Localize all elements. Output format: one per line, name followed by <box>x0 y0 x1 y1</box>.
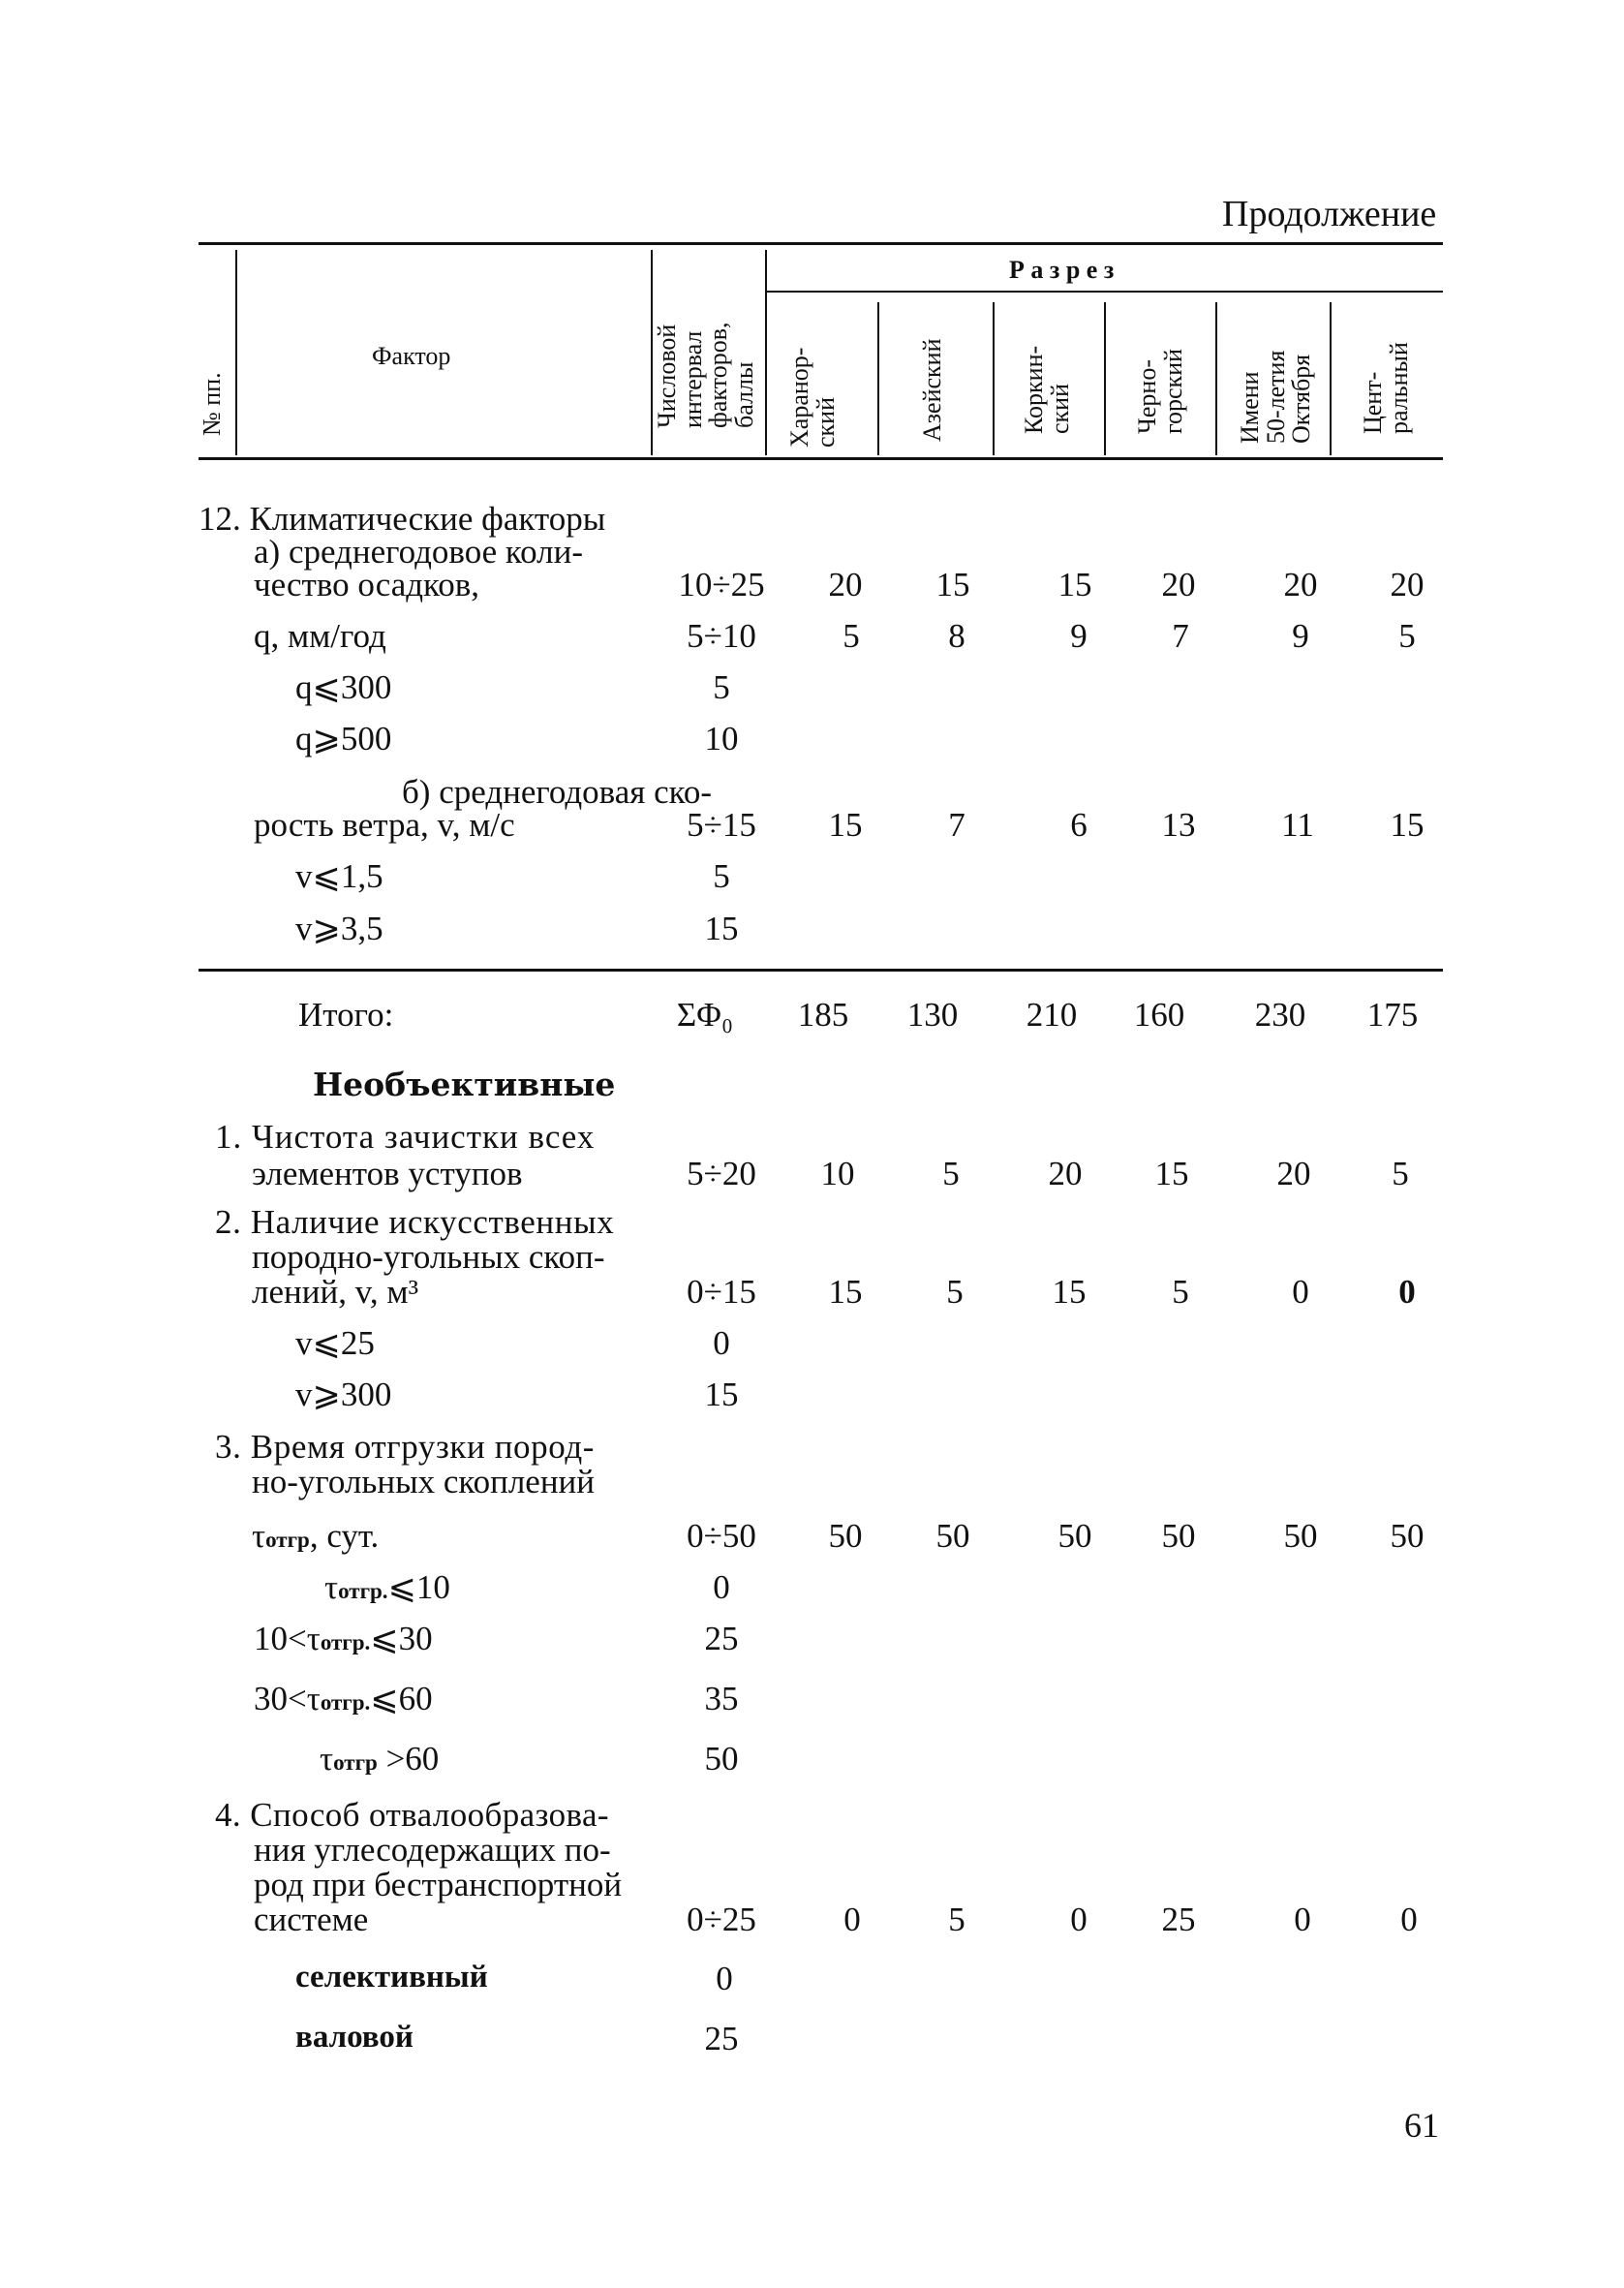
range-cell: 0 <box>713 1324 730 1362</box>
col-head-azei: Азейский <box>918 338 946 442</box>
value-cell: 20 <box>1276 1155 1311 1192</box>
row-label: q⩾500 <box>295 720 392 758</box>
range-cell: 15 <box>704 910 739 947</box>
range-cell: 0÷25 <box>687 1901 756 1938</box>
value-cell: 11 <box>1281 806 1314 844</box>
value-cell: 5 <box>946 1273 964 1311</box>
row-label: τотгр, сут. <box>252 1517 380 1555</box>
value-cell: 15 <box>935 566 970 603</box>
row-label: 30<τотгр.⩽60 <box>254 1680 433 1717</box>
row-label: системе <box>254 1901 369 1938</box>
value-cell: 9 <box>1070 617 1088 655</box>
value-cell: 5 <box>942 1155 960 1192</box>
col-divider <box>765 250 767 455</box>
col-head-chernogorsk: Черно- горский <box>1133 348 1187 434</box>
row-label: 12. Климатические факторы <box>199 500 606 538</box>
row-label: v⩽1,5 <box>295 857 383 895</box>
row-label: чество осадков, <box>254 566 480 603</box>
value-cell: 185 <box>797 996 849 1034</box>
value-cell: 0 <box>1400 1901 1418 1938</box>
col-divider <box>1330 302 1332 455</box>
range-cell: 5÷10 <box>687 617 756 655</box>
value-cell: 50 <box>1283 1517 1318 1555</box>
row-label: 3. Время отгрузки пород- <box>215 1428 595 1466</box>
range-cell: 25 <box>704 2020 739 2057</box>
range-cell: 0 <box>716 1960 733 1997</box>
section-heading: Необъективные <box>313 1066 616 1103</box>
col-divider <box>1104 302 1106 455</box>
value-cell: 15 <box>1052 1273 1087 1311</box>
value-cell: 210 <box>1026 996 1078 1034</box>
row-label: рость ветра, v, м/с <box>254 806 515 844</box>
range-cell: 5 <box>713 857 730 895</box>
continuation-label: Продолжение <box>1222 194 1437 234</box>
range-cell: 5 <box>713 668 730 706</box>
row-label: q, мм/год <box>254 617 386 655</box>
value-cell: 7 <box>948 806 965 844</box>
value-cell: 0 <box>1292 1273 1309 1311</box>
value-cell: 230 <box>1254 996 1306 1034</box>
value-cell: 5 <box>1172 1273 1189 1311</box>
row-label: τотгр >60 <box>320 1740 440 1778</box>
value-cell: 6 <box>1070 806 1088 844</box>
value-cell: 0 <box>1294 1901 1311 1938</box>
range-cell: 15 <box>704 1376 739 1413</box>
value-cell: 5 <box>948 1901 965 1938</box>
row-label: породно-угольных скоп- <box>252 1238 605 1276</box>
row-label: v⩽25 <box>295 1324 375 1362</box>
col-head-korkino: Коркин- ский <box>1020 345 1074 434</box>
value-cell: 15 <box>828 1273 863 1311</box>
range-cell: 25 <box>704 1620 739 1657</box>
value-cell: 50 <box>1161 1517 1196 1555</box>
value-cell: 10 <box>820 1155 855 1192</box>
header-bottom-rule <box>199 457 1443 460</box>
value-cell: 5 <box>843 617 860 655</box>
value-cell: 0 <box>1070 1901 1088 1938</box>
row-label: 10<τотгр.⩽30 <box>254 1620 433 1657</box>
value-cell: 15 <box>1057 566 1092 603</box>
row-label: валовой <box>295 2020 414 2055</box>
col-divider <box>1215 302 1217 455</box>
row-label: q⩽300 <box>295 668 392 706</box>
range-cell: 10÷25 <box>678 566 765 603</box>
row-label: род при бестранспортной <box>254 1866 623 1903</box>
value-cell: 50 <box>1390 1517 1425 1555</box>
row-label: 2. Наличие искусственных <box>215 1203 615 1241</box>
col-divider <box>993 302 995 455</box>
value-cell: 20 <box>1161 566 1196 603</box>
value-cell: 50 <box>935 1517 970 1555</box>
range-cell: 10 <box>704 720 739 758</box>
value-cell: 5 <box>1398 617 1416 655</box>
row-label: но-угольных скоплений <box>252 1463 596 1500</box>
value-cell: 0 <box>1398 1273 1416 1311</box>
value-cell: 50 <box>828 1517 863 1555</box>
row-label: v⩾300 <box>295 1376 392 1413</box>
row-label: селективный <box>295 1960 488 1994</box>
range-cell: 5÷20 <box>687 1155 756 1192</box>
value-cell: 175 <box>1366 996 1419 1034</box>
range-cell: 0÷50 <box>687 1517 756 1555</box>
range-cell: 0 <box>713 1568 730 1606</box>
value-cell: 160 <box>1133 996 1185 1034</box>
col-head-centralny: Цент- ральный <box>1359 342 1413 434</box>
total-symbol: ΣΦ₀ <box>676 996 734 1034</box>
range-cell: 50 <box>704 1740 739 1778</box>
col-head-razrez: Р а з р е з <box>1009 256 1115 284</box>
value-cell: 20 <box>1390 566 1425 603</box>
row-label: элементов уступов <box>252 1155 523 1192</box>
value-cell: 8 <box>948 617 965 655</box>
row-label: 4. Способ отвалообразова- <box>215 1796 609 1834</box>
value-cell: 7 <box>1172 617 1189 655</box>
col-head-imeni-50: Имени 50-летия Октября <box>1236 350 1316 444</box>
header-top-rule <box>199 242 1443 245</box>
row-label: 1. Чистота зачистки всех <box>215 1118 596 1156</box>
razrez-rule <box>765 291 1443 293</box>
row-label: ния углесодержащих по- <box>254 1831 611 1869</box>
value-cell: 15 <box>1154 1155 1189 1192</box>
value-cell: 0 <box>843 1901 861 1938</box>
value-cell: 5 <box>1392 1155 1409 1192</box>
row-label: б) среднегодовая ско- <box>402 773 713 811</box>
col-head-kharanor: Харанор- ский <box>785 347 840 448</box>
value-cell: 25 <box>1161 1901 1196 1938</box>
section-rule <box>199 969 1443 972</box>
value-cell: 13 <box>1161 806 1196 844</box>
value-cell: 20 <box>828 566 863 603</box>
value-cell: 15 <box>828 806 863 844</box>
row-label: а) среднегодовое коли- <box>254 533 584 571</box>
range-cell: 0÷15 <box>687 1273 756 1311</box>
value-cell: 9 <box>1292 617 1309 655</box>
row-label: лений, v, м³ <box>252 1273 419 1311</box>
col-divider <box>877 302 879 455</box>
value-cell: 20 <box>1048 1155 1083 1192</box>
value-cell: 20 <box>1283 566 1318 603</box>
col-head-factor: Фактор <box>372 342 451 370</box>
row-label: v⩾3,5 <box>295 910 383 947</box>
page-number: 61 <box>1404 2106 1439 2145</box>
col-head-number: № пп. <box>198 372 226 436</box>
value-cell: 50 <box>1057 1517 1092 1555</box>
value-cell: 130 <box>906 996 959 1034</box>
col-divider <box>235 250 237 455</box>
range-cell: 35 <box>704 1680 739 1717</box>
value-cell: 15 <box>1390 806 1425 844</box>
row-label: τотгр.⩽10 <box>324 1568 450 1606</box>
total-label: Итого: <box>298 996 394 1034</box>
col-head-interval: Числовой интервал факторов, баллы <box>653 322 758 428</box>
range-cell: 5÷15 <box>687 806 756 844</box>
